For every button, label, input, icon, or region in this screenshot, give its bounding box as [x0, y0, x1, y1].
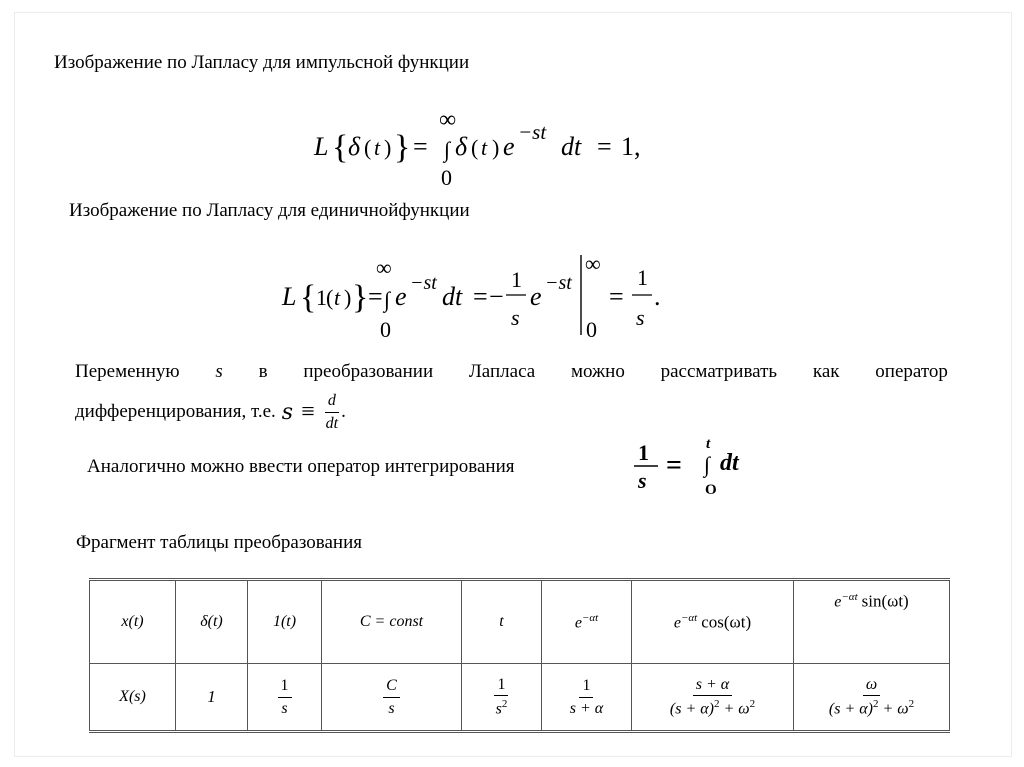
cell-C-over-s: [322, 664, 462, 732]
eq2-L: L: [282, 282, 297, 311]
cell-spa-num: 1: [579, 677, 593, 698]
integration-text: Аналогично можно ввести оператор интегрирования: [87, 456, 515, 477]
eq3-integral: ∫: [704, 452, 711, 477]
eq2-rbrace: }: [352, 279, 369, 316]
eq1-rparen2: ): [492, 135, 500, 160]
eq2-integral: ∫: [384, 287, 391, 312]
eq2-one: 1: [316, 285, 327, 310]
eq2-dot: .: [654, 282, 661, 311]
word-2: Лапласа: [468, 361, 536, 382]
word-6: оператор: [875, 361, 948, 382]
cell-exp-cos-fn: cos(ωt): [701, 612, 752, 632]
eq1-L: L: [314, 132, 329, 161]
unit-step-laplace-equation: [270, 245, 690, 345]
cell-unit-step: 1(t): [248, 580, 322, 664]
word-1: преобразовании: [303, 361, 434, 382]
heading-unit: Изображение по Лапласу для единичнойфункции: [69, 200, 470, 221]
word-3: можно: [570, 361, 625, 382]
eq2-rparen: ): [344, 285, 352, 310]
eq1-rbrace: }: [394, 129, 411, 166]
variable-s-2: s: [281, 399, 294, 425]
eq3-lower-limit: O: [705, 482, 717, 498]
eq2-lower-limit: 0: [380, 317, 391, 342]
cell-xt: x(t): [90, 580, 176, 664]
eq2-equals: =: [368, 282, 383, 311]
table-row-original: [90, 580, 950, 664]
eq3-num: 1: [638, 440, 649, 465]
eq1-exponent: −st: [518, 120, 547, 144]
eq1-lparen2: (: [471, 135, 479, 160]
cell-Xs: X(s): [90, 664, 176, 732]
eq2-lparen: (: [326, 285, 334, 310]
eq1-lparen: (: [364, 135, 372, 160]
eq2-equals2: =: [473, 282, 488, 311]
cell-cos-image-den-b: + ω: [719, 700, 750, 718]
cell-cos-image-den-exp2: 2: [749, 698, 756, 711]
eq1-delta: δ: [348, 132, 361, 161]
eq2-minus: −: [489, 282, 504, 311]
cell-1-over-s-num: 1: [278, 677, 292, 698]
eq1-integral: ∫: [444, 137, 451, 162]
cell-exp-sin-fn: sin(ωt): [861, 591, 909, 611]
cell-sin-image-den-a: (s + α): [828, 700, 873, 718]
cell-exp-cos-base: e: [673, 614, 681, 632]
eq3-equals: =: [666, 450, 682, 481]
operator-paragraph-line1: [75, 361, 948, 383]
d-dt-den: dt: [325, 414, 339, 432]
eq2-bar-lower: 0: [586, 317, 597, 342]
eq2-exponent2: −st: [545, 272, 572, 294]
eq2-t: t: [334, 285, 341, 310]
eq2-frac2-den: s: [636, 305, 645, 330]
eq2-exponent: −st: [410, 272, 437, 294]
d-dt-num: d: [325, 392, 339, 413]
eq1-t2: t: [481, 135, 488, 160]
cell-1-over-s2-num: 1: [494, 676, 508, 697]
cell-const: C = const: [322, 580, 462, 664]
word-0: в: [258, 361, 268, 382]
eq1-equals: =: [413, 132, 428, 161]
equiv-sign: ≡: [301, 398, 315, 425]
cell-C-over-s-den: s: [388, 699, 395, 717]
cell-sin-image-den-exp2: 2: [908, 698, 915, 711]
cell-1-over-s-den: s: [281, 699, 288, 717]
eq1-t: t: [374, 135, 381, 160]
eq1-rparen: ): [384, 135, 392, 160]
eq1-e: e: [503, 132, 515, 161]
operator-paragraph-line2: [75, 392, 346, 432]
eq2-e2: e: [530, 282, 542, 311]
cell-sin-image-den-b: + ω: [878, 700, 909, 718]
cell-1-over-s-plus-alpha: [542, 664, 632, 732]
cell-C-over-s-num: C: [383, 677, 400, 698]
cell-delta-t: δ(t): [176, 580, 248, 664]
eq2-frac-den: s: [511, 305, 520, 330]
variable-s: s: [215, 361, 223, 382]
word-peremennuyu: Переменную: [75, 361, 180, 382]
cell-spa-den: s + α: [569, 699, 604, 717]
cell-exp-cos: [632, 580, 794, 664]
cell-cos-image-den-a: (s + α): [669, 700, 714, 718]
cell-1-over-s: [248, 664, 322, 732]
eq2-frac2-num: 1: [637, 265, 648, 290]
cell-exp-cos-exponent: −αt: [680, 611, 698, 624]
impulse-laplace-equation: [300, 105, 680, 197]
cell-one: 1: [176, 664, 248, 732]
table-row-image: [90, 664, 950, 732]
eq1-lower-limit: 0: [441, 165, 452, 190]
eq2-bar-upper: ∞: [585, 251, 601, 276]
eq1-delta2: δ: [455, 132, 468, 161]
cell-exp-sin: [794, 580, 950, 664]
eq2-e: e: [395, 282, 407, 311]
cell-exp-exponent: −αt: [581, 611, 599, 624]
differentiation-text: дифференцирования, т.е.: [75, 401, 276, 423]
eq3-upper-limit: t: [706, 436, 711, 452]
cell-sin-image: [794, 664, 950, 732]
cell-cos-image-den-exp1: 2: [713, 698, 720, 711]
eq1-equals2: =: [597, 132, 612, 161]
cell-cos-image-num: s + α: [693, 676, 732, 697]
cell-cos-image: [632, 664, 794, 732]
cell-sin-image-den-exp1: 2: [872, 698, 879, 711]
heading-impulse: Изображение по Лапласу для импульсной функции: [54, 52, 470, 73]
cell-exp: [542, 580, 632, 664]
table-caption: Фрагмент таблицы преобразования: [76, 532, 362, 553]
eq3-dt: dt: [720, 450, 739, 476]
integration-operator-equation: [628, 432, 768, 500]
eq1-dt: dt: [561, 132, 582, 161]
cell-exp-sin-exponent: −αt: [841, 591, 858, 603]
cell-sin-image-num: ω: [863, 676, 880, 697]
cell-1-over-s2-exp: 2: [501, 698, 508, 711]
eq2-upper-limit: ∞: [376, 255, 392, 280]
cell-exp-sin-base: e: [834, 593, 842, 611]
eq2-lbrace: {: [300, 279, 317, 316]
eq1-lbrace: {: [332, 129, 349, 166]
eq3-den: s: [638, 468, 647, 493]
word-5: как: [812, 361, 840, 382]
laplace-transform-table: [89, 578, 950, 733]
d-dt-fraction: [323, 392, 341, 432]
eq2-frac-num: 1: [511, 267, 522, 292]
cell-t: t: [462, 580, 542, 664]
eq1-upper-limit: ∞: [439, 107, 457, 133]
eq1-result: 1,: [621, 132, 641, 161]
eq2-equals3: =: [609, 282, 624, 311]
cell-exp-base: e: [574, 614, 582, 632]
line2-period: .: [341, 401, 346, 423]
word-4: рассматривать: [660, 361, 778, 382]
cell-1-over-s2: [462, 664, 542, 732]
cell-1-over-s2-den: s: [495, 700, 502, 718]
eq2-dt: dt: [442, 282, 463, 311]
